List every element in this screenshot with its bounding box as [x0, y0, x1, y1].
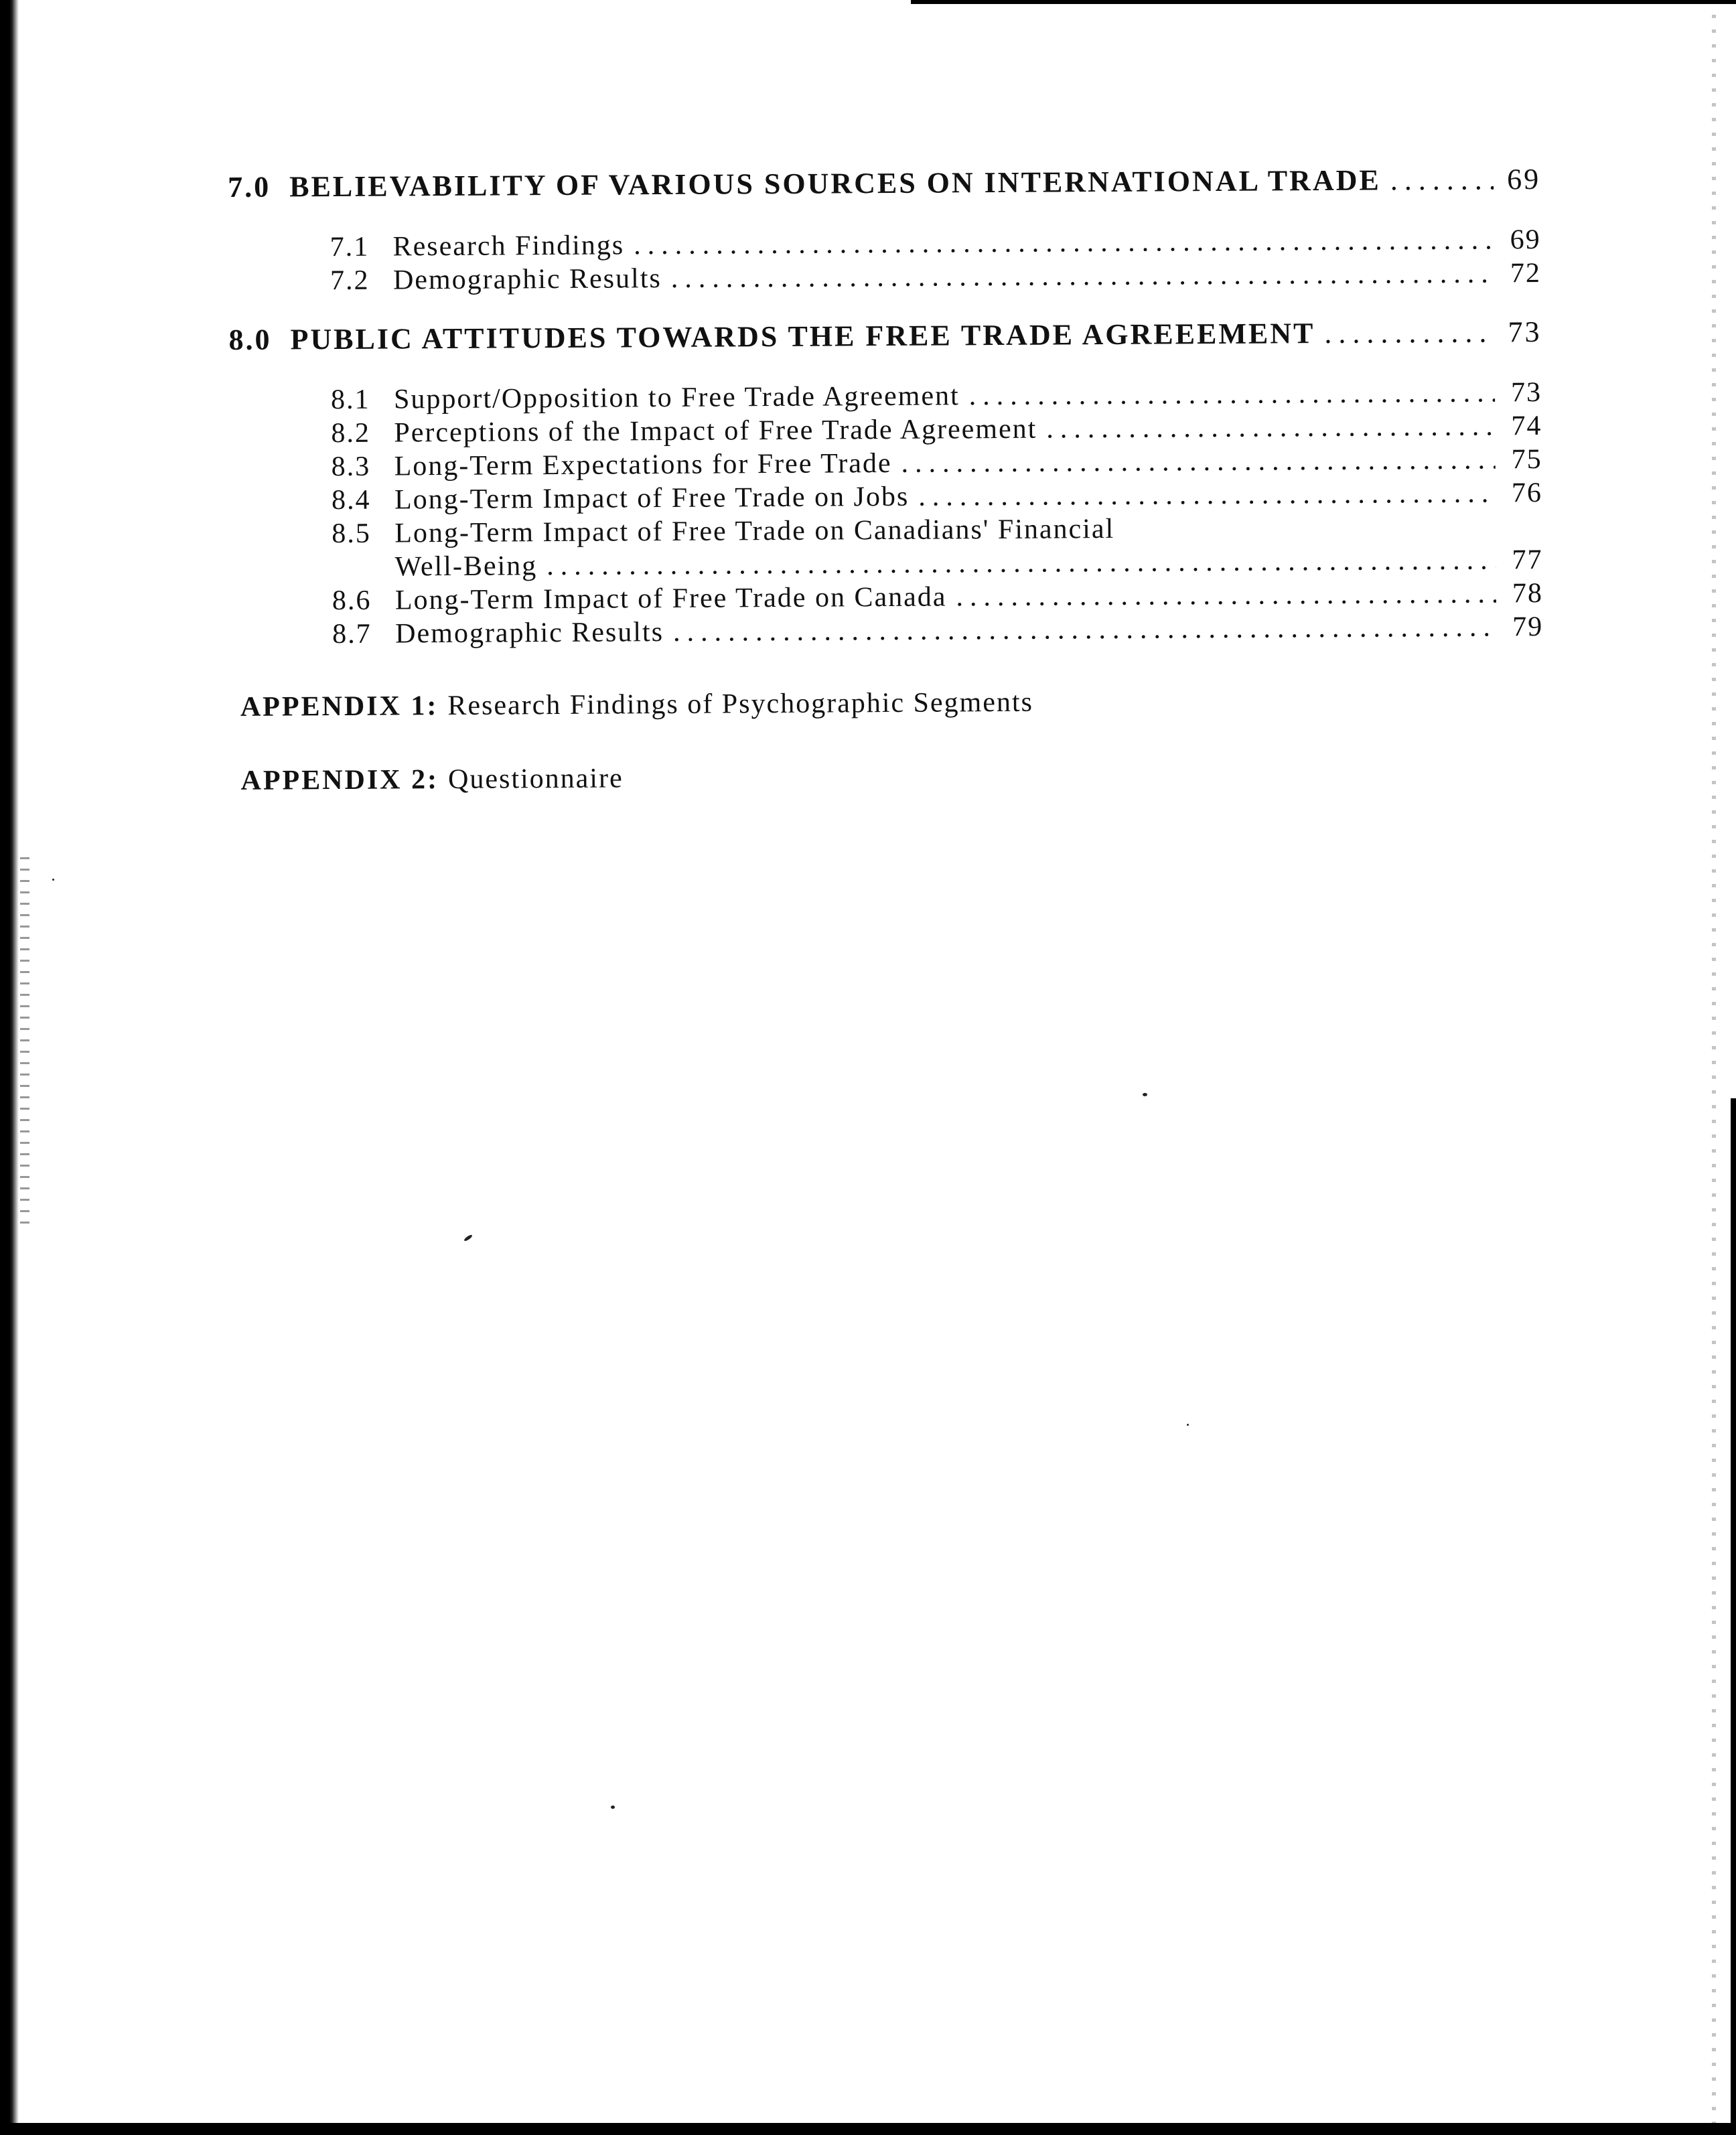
entry-number: 8.4 — [331, 484, 371, 516]
scan-border-top — [911, 0, 1736, 4]
entry-title: Support/Opposition to Free Trade Agreement — [393, 380, 960, 415]
scan-speck — [463, 1234, 473, 1242]
page-number: 69 — [1506, 163, 1541, 196]
page-number: 73 — [1508, 315, 1542, 349]
entry-title-continuation: Well-Being — [394, 550, 538, 583]
dot-leader — [1390, 163, 1494, 197]
entry-title: Long-Term Impact of Free Trade on Jobs — [394, 481, 910, 516]
section-number: 8.0 — [228, 323, 272, 356]
entry-number: 7.1 — [330, 231, 370, 263]
entry-number: 8.6 — [332, 585, 372, 617]
entry-number: 8.2 — [331, 417, 371, 449]
section-number: 7.0 — [228, 170, 271, 204]
entry-number: 7.2 — [330, 265, 370, 297]
scan-border-left — [0, 0, 19, 2135]
page-number: 72 — [1510, 258, 1542, 289]
dot-leader — [918, 476, 1496, 513]
appendix-title: Questionnaire — [447, 763, 624, 796]
scan-speck — [52, 879, 54, 881]
page-number: 69 — [1510, 224, 1541, 256]
table-of-contents — [228, 163, 1544, 798]
entry-number: 8.3 — [331, 451, 371, 483]
entry-title: Long-Term Impact of Free Trade on Canadians' Financial — [394, 513, 1115, 549]
appendix-label: APPENDIX 2: — [240, 764, 439, 796]
scan-speck — [611, 1806, 615, 1809]
appendix-label: APPENDIX 1: — [240, 690, 439, 723]
entry-title: Perceptions of the Impact of Free Trade Agreement — [394, 413, 1037, 449]
dot-leader — [901, 443, 1495, 480]
dot-leader — [673, 610, 1497, 649]
section-title: PUBLIC ATTITUDES TOWARDS THE FREE TRADE AGREEEMENT — [290, 317, 1315, 356]
entry-title: Demographic Results — [395, 617, 664, 650]
entry-title: Long-Term Expectations for Free Trade — [394, 447, 892, 482]
scan-speck — [1143, 1093, 1147, 1096]
page-number: 73 — [1510, 377, 1542, 409]
dot-leader — [547, 543, 1496, 583]
page-number: 75 — [1511, 444, 1542, 475]
appendix-title: Research Findings of Psychographic Segments — [447, 686, 1034, 722]
dot-leader — [1046, 409, 1495, 445]
entry-number: 8.5 — [332, 518, 371, 550]
entry-title: Research Findings — [392, 230, 625, 263]
scan-artifact-right — [1712, 0, 1716, 2135]
scan-border-right — [1731, 1098, 1736, 2135]
entry-title: Long-Term Impact of Free Trade on Canada — [394, 581, 947, 616]
dot-leader — [634, 223, 1494, 262]
scan-speck — [1187, 1424, 1189, 1426]
toc-appendix[interactable] — [240, 756, 1544, 798]
page-number: 79 — [1512, 611, 1544, 643]
scan-border-bottom — [0, 2123, 1736, 2135]
dot-leader — [1324, 315, 1494, 350]
section-title: BELIEVABILITY OF VARIOUS SOURCES ON INTERNATIONAL TRADE — [289, 163, 1381, 204]
dot-leader — [969, 376, 1496, 413]
page-number: 78 — [1512, 578, 1544, 609]
scan-artifact-left — [20, 857, 29, 1232]
entry-number: 8.1 — [330, 384, 370, 416]
entry-number: 8.7 — [332, 618, 372, 650]
page-number: 76 — [1511, 477, 1543, 509]
dot-leader — [671, 256, 1495, 295]
page-number: 77 — [1512, 544, 1543, 576]
page-number: 74 — [1511, 411, 1542, 442]
entry-title: Demographic Results — [392, 263, 662, 296]
dot-leader — [956, 577, 1496, 613]
